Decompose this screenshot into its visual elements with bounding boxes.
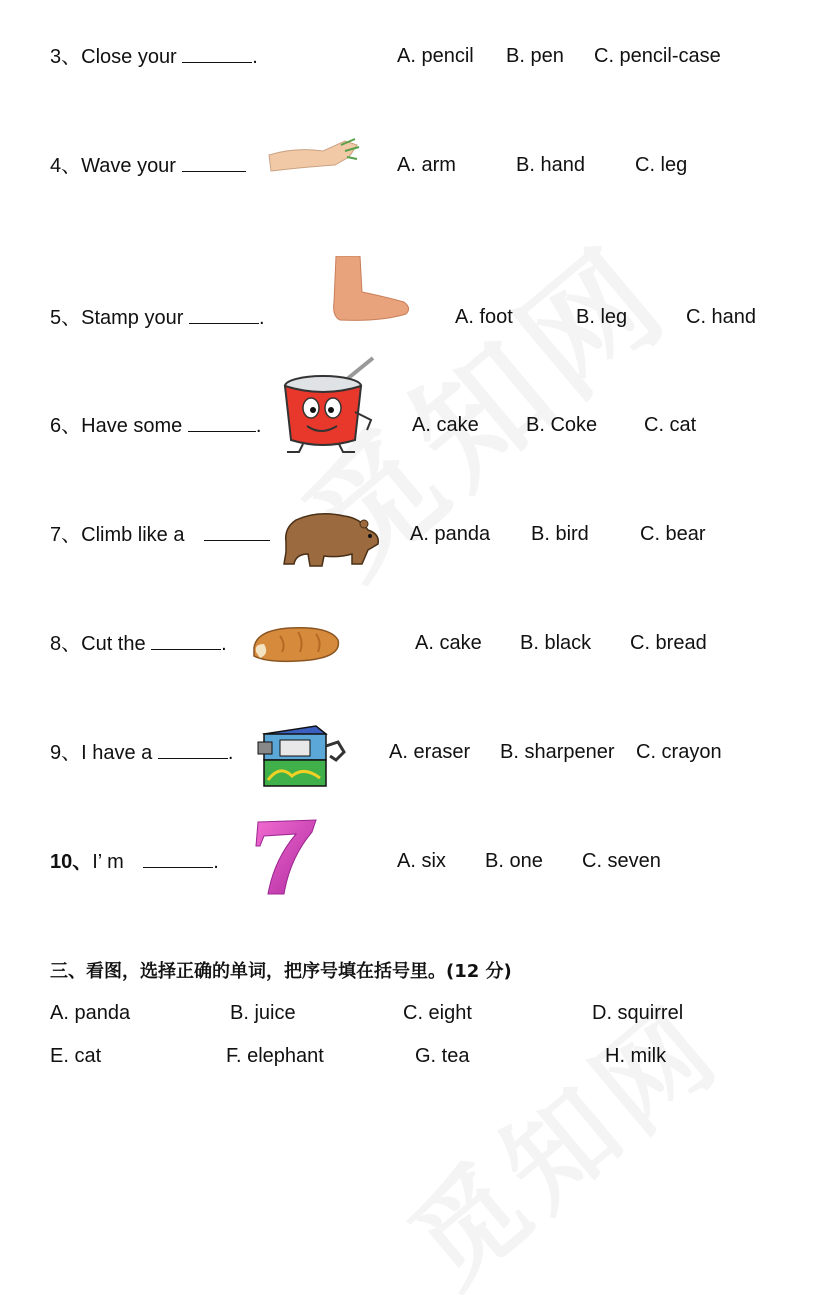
question-number: 8、 (50, 633, 82, 655)
question-number: 4、 (50, 155, 82, 177)
option-c[interactable]: C. seven (582, 850, 661, 872)
question-number: 5、 (50, 307, 82, 329)
question-tail: . (258, 307, 265, 329)
question-number: 3、 (50, 46, 82, 68)
option-b[interactable]: B. one (485, 850, 543, 872)
question-tail: . (227, 742, 234, 764)
option-a[interactable]: A. foot (455, 306, 513, 328)
question-text: Have some (81, 415, 183, 437)
answer-blank[interactable] (188, 413, 256, 432)
option-a[interactable]: A. cake (415, 632, 482, 654)
option-a[interactable]: A. eraser (389, 741, 471, 763)
option-b[interactable]: B. leg (576, 306, 628, 328)
option-a[interactable]: A. six (397, 850, 446, 872)
question-7 (50, 522, 270, 547)
word-option-h[interactable]: H. milk (605, 1045, 667, 1067)
option-c[interactable]: C. crayon (636, 741, 722, 763)
question-tail: . (221, 633, 227, 655)
question-text: I have a (81, 742, 153, 764)
word-option-b[interactable]: B. juice (230, 1002, 296, 1024)
word-option-f[interactable]: F. elephant (226, 1045, 324, 1067)
question-tail: . (255, 415, 262, 437)
number-seven-picture-icon (254, 818, 318, 896)
option-b[interactable]: B. pen (506, 45, 564, 67)
option-c[interactable]: C. bear (640, 523, 706, 545)
bread-picture-icon (250, 622, 342, 666)
question-6 (50, 413, 261, 438)
arm-picture-icon (265, 135, 361, 179)
option-a[interactable]: A. panda (410, 523, 491, 545)
option-b[interactable]: B. Coke (526, 414, 598, 436)
option-c[interactable]: C. bread (630, 632, 707, 654)
question-number: 10、 (50, 851, 93, 873)
question-text: Close your (81, 46, 177, 68)
answer-blank[interactable] (182, 44, 252, 63)
option-a[interactable]: A. cake (412, 414, 479, 436)
question-text: Climb like a (81, 524, 185, 546)
question-5 (50, 305, 265, 330)
answer-blank[interactable] (151, 631, 221, 650)
option-b[interactable]: B. sharpener (500, 741, 615, 763)
answer-blank[interactable] (143, 849, 213, 868)
option-b[interactable]: B. bird (531, 523, 589, 545)
option-c[interactable]: C. pencil-case (594, 45, 721, 67)
question-text: Wave your (81, 155, 176, 177)
option-b[interactable]: B. black (520, 632, 592, 654)
question-text: Cut the (81, 633, 146, 655)
word-option-e[interactable]: E. cat (50, 1045, 102, 1067)
option-a[interactable]: A. pencil (397, 45, 474, 67)
answer-blank[interactable] (189, 305, 259, 324)
option-c[interactable]: C. hand (686, 306, 757, 328)
question-text: Stamp your (81, 307, 184, 329)
question-8 (50, 631, 227, 656)
question-4 (50, 153, 246, 178)
word-option-c[interactable]: C. eight (403, 1002, 472, 1024)
question-number: 7、 (50, 524, 82, 546)
question-tail: . (213, 851, 219, 873)
word-option-g[interactable]: G. tea (415, 1045, 470, 1067)
question-text: I’ m (92, 851, 124, 873)
answer-blank[interactable] (182, 153, 246, 172)
answer-blank[interactable] (204, 522, 270, 541)
foot-picture-icon (330, 256, 412, 324)
option-c[interactable]: C. leg (635, 154, 688, 176)
word-option-a[interactable]: A. panda (50, 1002, 131, 1024)
coke-can-picture-icon (283, 354, 378, 454)
question-number: 9、 (50, 742, 82, 764)
bear-picture-icon (278, 508, 382, 570)
word-option-d[interactable]: D. squirrel (592, 1002, 684, 1024)
question-number: 6、 (50, 415, 82, 437)
answer-blank[interactable] (158, 740, 228, 759)
option-a[interactable]: A. arm (397, 154, 456, 176)
question-9 (50, 740, 233, 765)
section-3-title: 三、看图，选择正确的单词，把序号填在括号里。(12 分) (50, 961, 512, 982)
sharpener-picture-icon (256, 720, 348, 790)
question-tail: . (252, 46, 258, 68)
question-3 (50, 44, 258, 69)
option-b[interactable]: B. hand (516, 154, 585, 176)
option-c[interactable]: C. cat (644, 414, 697, 436)
question-10 (50, 849, 219, 874)
